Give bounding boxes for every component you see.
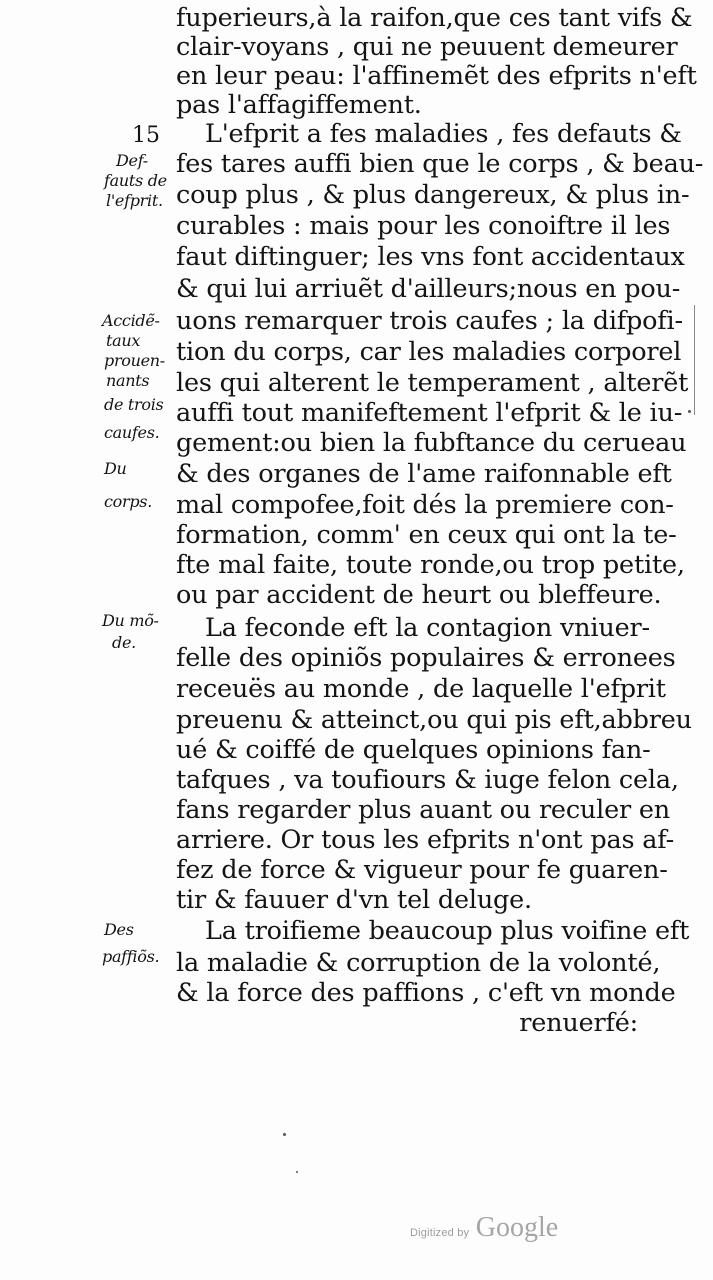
text-line: & des organes de l'ame raifonnable eft	[176, 459, 672, 489]
text-line: ué & coiffé de quelques opinions fan-	[176, 735, 651, 765]
text-line: faut diftinguer; les vns font accidentaux	[176, 242, 685, 272]
margin-note: caufes.	[104, 423, 160, 442]
text-line: gement:ou bien la fubftance du cerueau	[176, 428, 687, 458]
text-line: tir & fauuer d'vn tel deluge.	[176, 885, 532, 915]
scan-edge-line	[694, 305, 695, 415]
margin-note: de.	[112, 633, 136, 652]
text-line: tion du corps, car les maladies corporel	[176, 337, 682, 367]
text-line: fez de force & vigueur pour fe guaren-	[176, 855, 668, 885]
margin-note: de trois	[104, 395, 164, 414]
margin-note: corps.	[104, 492, 152, 511]
margin-note: Def-	[116, 151, 148, 170]
scan-speck	[688, 410, 691, 413]
margin-note: Accidẽ-	[102, 311, 160, 330]
margin-note: Du mõ-	[102, 611, 159, 630]
text-line: formation, comm' en ceux qui ont la te-	[176, 520, 677, 550]
text-line: coup plus , & plus dangereux, & plus in-	[176, 180, 690, 210]
section-number: 15	[132, 123, 160, 148]
text-line: La troifieme beaucoup plus voifine eft	[205, 916, 690, 946]
margin-note: l'efprit.	[106, 191, 163, 210]
text-line: preuenu & atteinct,ou qui pis eft,abbreu	[176, 705, 692, 735]
text-line: les qui alterent le temperament , alterẽt	[176, 368, 689, 398]
text-line: arriere. Or tous les efprits n'ont pas af-	[176, 825, 675, 855]
text-line: fes tares auffi bien que le corps , & beau-	[176, 149, 704, 179]
text-line: tafques , va toufiours & iuge felon cela,	[176, 765, 679, 795]
text-line: en leur peau: l'affinemẽt des efprits n'eft	[176, 61, 697, 91]
text-line: felle des opiniõs populaires & erronees	[176, 643, 676, 673]
scan-speck	[283, 1133, 286, 1136]
text-line: & la force des paffions , c'eft vn monde	[176, 978, 676, 1008]
text-line: L'efprit a fes maladies , fes defauts &	[205, 119, 682, 149]
margin-note: prouen-	[104, 351, 165, 370]
text-line: & qui lui arriuẽt d'ailleurs;nous en pou-	[176, 274, 681, 304]
margin-note: nants	[106, 371, 150, 390]
margin-note: fauts de	[104, 171, 167, 190]
margin-note: taux	[106, 331, 141, 350]
text-line: ou par accident de heurt ou bleffeure.	[176, 580, 662, 610]
google-logo-text: Google	[475, 1212, 559, 1243]
text-line: la maladie & corruption de la volonté,	[176, 948, 661, 978]
text-line: fte mal faite, toute ronde,ou trop petite,	[176, 550, 685, 580]
text-line: uons remarquer trois caufes ; la difpofi-	[176, 306, 683, 336]
text-line: auffi tout manifeftement l'efprit & le iu-	[176, 398, 683, 428]
text-line: clair-voyans , qui ne peuuent demeurer	[176, 32, 678, 62]
digitized-by-label: Digitized by	[410, 1227, 470, 1239]
text-line: curables : mais pour les conoiftre il les	[176, 211, 671, 241]
margin-note: Du	[104, 459, 127, 478]
text-line: mal compofee,foit dés la premiere con-	[176, 490, 674, 520]
text-line: receuës au monde , de laquelle l'efprit	[176, 674, 666, 704]
catchword: renuerfé:	[519, 1008, 638, 1038]
text-line: pas l'affagiffement.	[176, 90, 422, 120]
scan-speck	[296, 1171, 298, 1173]
text-line: La feconde eft la contagion vniuer-	[205, 613, 650, 643]
digitized-by-google-watermark	[410, 1212, 558, 1244]
margin-note: Des	[104, 920, 134, 939]
margin-note: paffiõs.	[102, 947, 160, 966]
text-line: fuperieurs,à la raifon,que ces tant vifs &	[176, 3, 693, 33]
text-line: fans regarder plus auant ou reculer en	[176, 795, 670, 825]
